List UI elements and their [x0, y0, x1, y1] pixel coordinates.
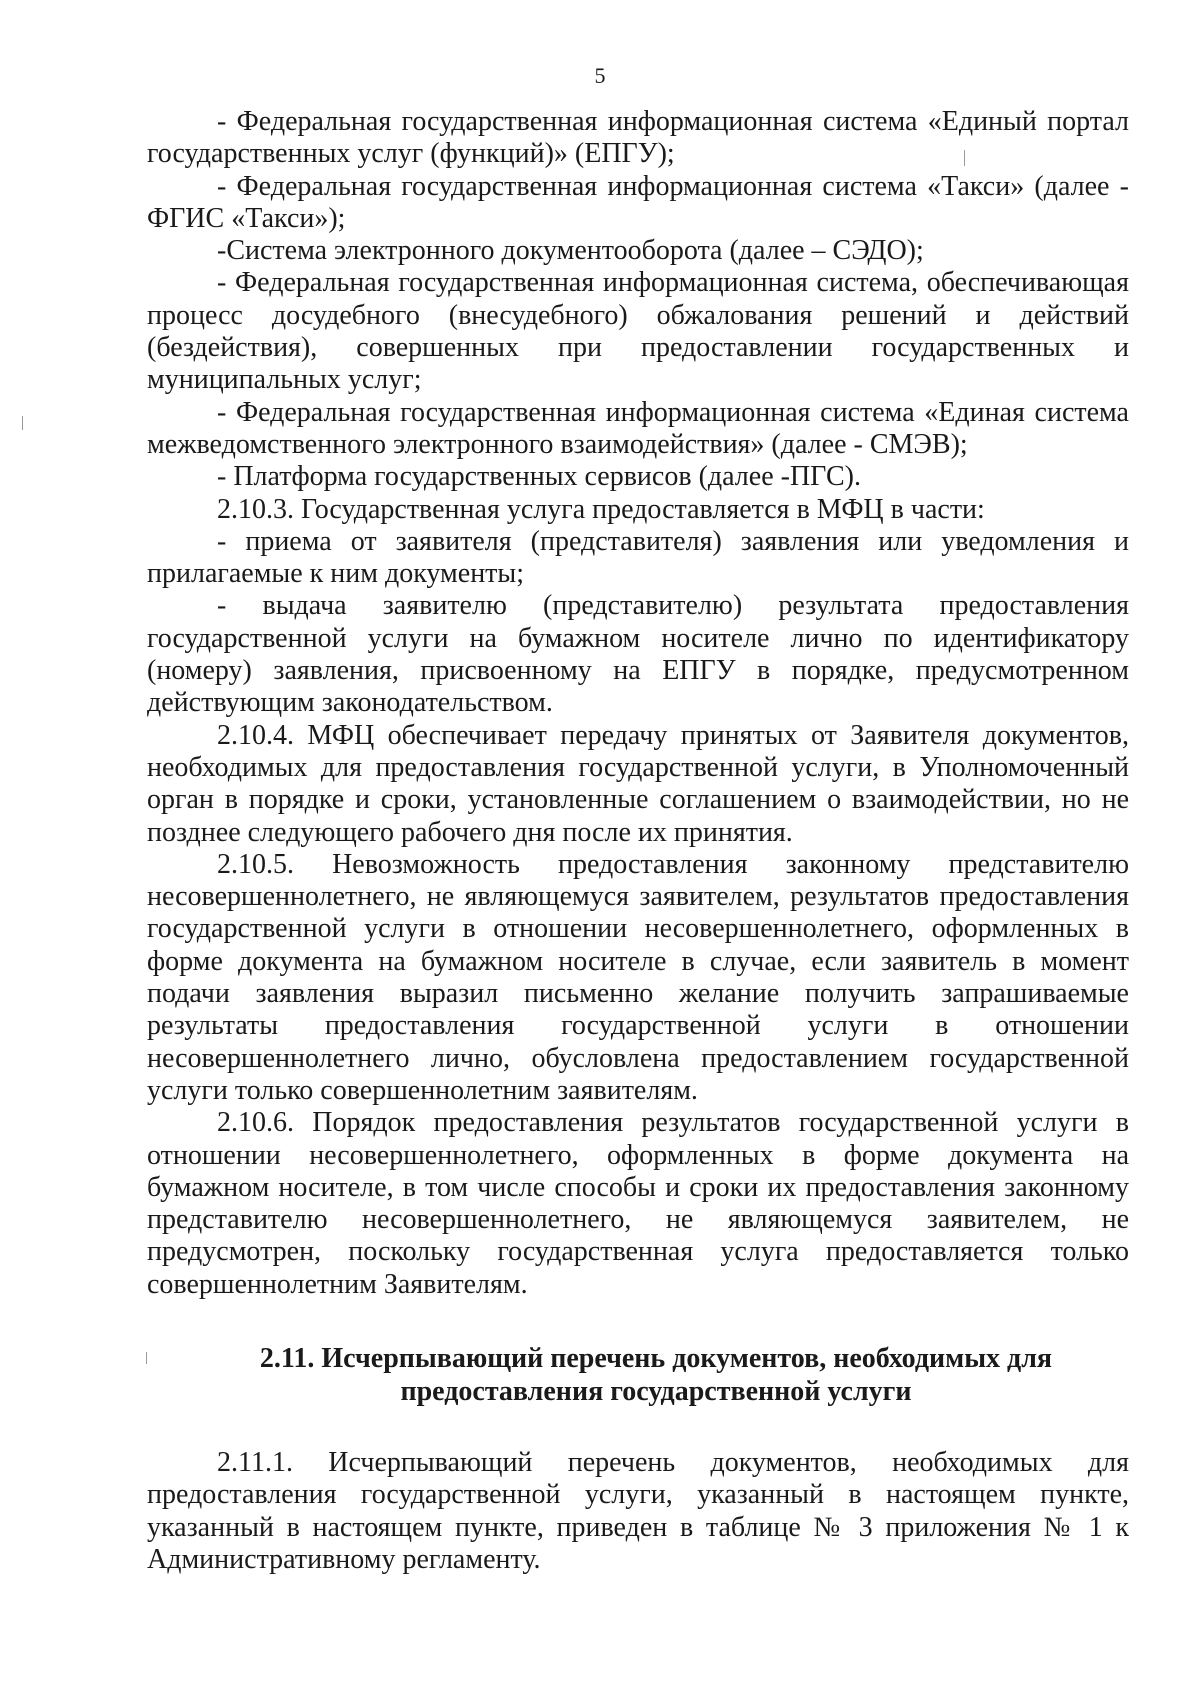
paragraph: - Федеральная государственная информационная система «Такси» (далее - ФГИС «Такси»);	[147, 170, 1129, 234]
page-number: 5	[594, 63, 606, 88]
paragraph: - приема от заявителя (представителя) заявления или уведомления и прилагаемые к ним документы;	[147, 525, 1129, 590]
paragraph: 2.10.5. Невозможность предоставления законному представителю несовершеннолетнего, не являющемуся заявителем, результатов предоставления государственной услуги в отношении несовершеннолетнего, оформленных в форме документа на бумажном носителе в случае, если заявитель в момент подачи заявления выразил письменно желание получить запрашиваемые результаты предоставления государственной услуги в отношении несовершеннолетнего лично, обусловлена предоставлением государственной услуги только совершеннолетним заявителям.	[147, 848, 1129, 1106]
paragraph: 2.10.6. Порядок предоставления результатов государственной услуги в отношении несовершеннолетнего, оформленных в форме документа на бумажном носителе, в том числе способы и сроки их предоставления законному представителю несовершеннолетнего, не являющемуся заявителем, не предусмотрен, поскольку государственная услуга предоставляется только совершеннолетним Заявителям.	[147, 1107, 1129, 1300]
section-heading-line: предоставления государственной услуги	[400, 1375, 912, 1407]
paragraph: - Федеральная государственная информационная система «Единый портал государственных услуг (функций)» (ЕПГУ);	[147, 106, 1129, 170]
paragraph: -Система электронного документооборота (далее – СЭДО);	[217, 235, 924, 267]
paragraph: 2.11.1. Исчерпывающий перечень документов, необходимых для предоставления государственной услуги, указанный в настоящем пункте, указанный в настоящем пункте, приведен в таблице № 3 приложения № 1 к Административному регламенту.	[147, 1446, 1129, 1575]
paragraph: - выдача заявителю (представителю) результата предоставления государственной услуги на бумажном носителе лично по идентификатору (номеру) заявления, присвоенному на ЕПГУ в порядке, предусмотренном действующим законодательством.	[147, 590, 1129, 719]
paragraph: 2.10.3. Государственная услуга предоставляется в МФЦ в части:	[217, 493, 985, 525]
section-heading-line: 2.11. Исчерпывающий перечень документов, необходимых для	[259, 1342, 1053, 1374]
paragraph: - Федеральная государственная информационная система «Единая система межведомственного электронного взаимодействия» (далее - СМЭВ);	[147, 396, 1129, 460]
paragraph: - Платформа государственных сервисов (далее -ПГС).	[217, 461, 861, 493]
paragraph: - Федеральная государственная информационная система, обеспечивающая процесс досудебного (внесудебного) обжалования решений и действий (бездействия), совершенных при предоставлении государственных и муниципальных услуг;	[147, 267, 1129, 396]
paragraph: 2.10.4. МФЦ обеспечивает передачу принятых от Заявителя документов, необходимых для предоставления государственной услуги, в Уполномоченный орган в порядке и сроки, установленные соглашением о взаимодействии, но не позднее следующего рабочего дня после их принятия.	[147, 719, 1129, 848]
document-body	[147, 106, 1129, 1576]
section-heading	[147, 1342, 1129, 1408]
scan-mark	[22, 416, 23, 430]
